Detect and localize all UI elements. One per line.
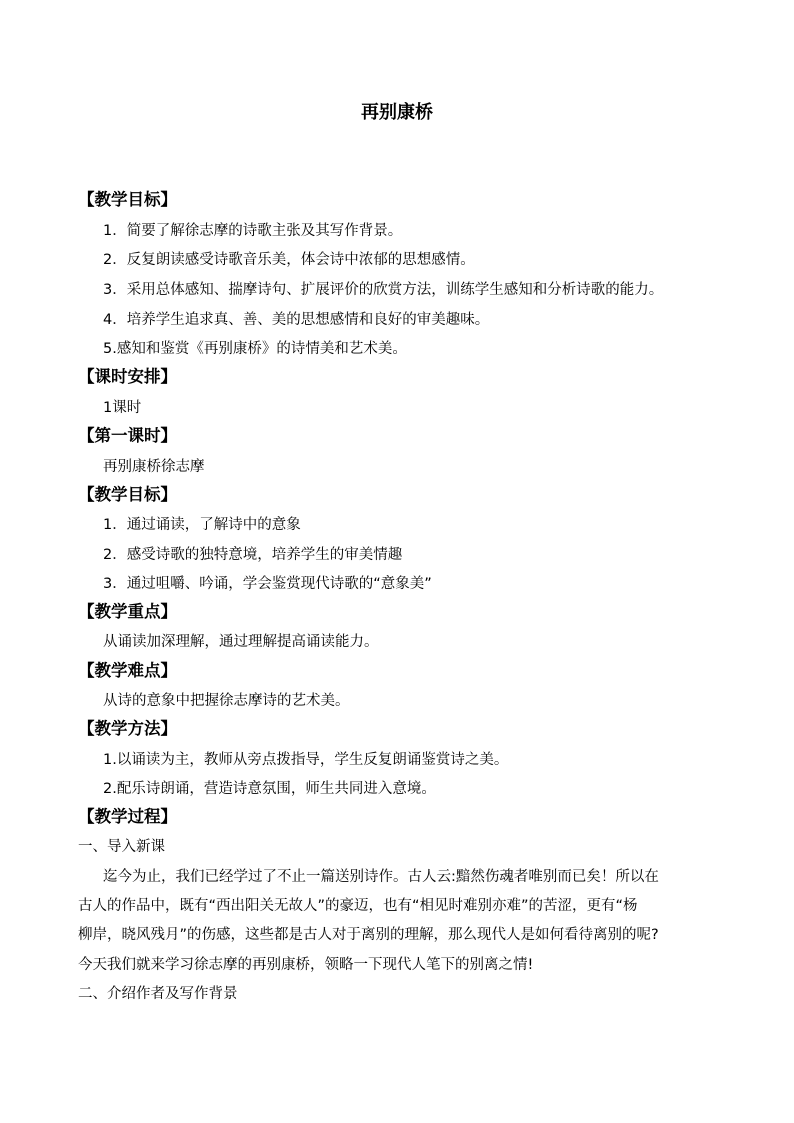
paragraph-line: 柳岸，晓风残月”的伤感，这些都是古人对于离别的理解，那么现代人是如何看待离别的呢? bbox=[78, 927, 659, 943]
method-item: 1.以诵读为主，教师从旁点拨指导，学生反复朗诵鉴赏诗之美。 bbox=[103, 752, 509, 768]
goal-item: 4．培养学生追求真、善、美的思想感情和良好的审美趣味。 bbox=[103, 312, 490, 328]
schedule-text: 1课时 bbox=[103, 400, 142, 416]
heading-teaching-goals: 【教学目标】 bbox=[78, 190, 177, 209]
goal-item: 1．简要了解徐志摩的诗歌主张及其写作背景。 bbox=[103, 223, 403, 239]
heading-teaching-difficulty: 【教学难点】 bbox=[78, 661, 177, 680]
goal-item: 5.感知和鉴赏《再别康桥》的诗情美和艺术美。 bbox=[103, 341, 407, 357]
heading-schedule: 【课时安排】 bbox=[78, 367, 177, 386]
heading-teaching-methods: 【教学方法】 bbox=[78, 719, 177, 738]
paragraph-line: 迄今为止，我们已经学过了不止一篇送别诗作。古人云:黯然伤魂者唯别而已矣！所以在 bbox=[103, 869, 659, 885]
process-step-title: 二、介绍作者及写作背景 bbox=[78, 986, 238, 1002]
lesson-one-text: 再别康桥徐志摩 bbox=[103, 459, 205, 475]
page-title: 再别康桥 bbox=[361, 102, 433, 123]
goal-item: 2．感受诗歌的独特意境，培养学生的审美情趣 bbox=[103, 547, 403, 563]
difficulty-text: 从诗的意象中把握徐志摩诗的艺术美。 bbox=[103, 693, 350, 709]
goal-item: 2．反复朗读感受诗歌音乐美，体会诗中浓郁的思想感情。 bbox=[103, 252, 475, 268]
goal-item: 1．通过诵读，了解诗中的意象 bbox=[103, 517, 301, 533]
paragraph-line: 古人的作品中，既有“西出阳关无故人”的豪迈，也有“相见时难别亦难”的苦涩，更有“杨 bbox=[78, 898, 638, 914]
method-item: 2.配乐诗朗诵，营造诗意氛围，师生共同进入意境。 bbox=[103, 781, 436, 797]
goal-item: 3．采用总体感知、揣摩诗句、扩展评价的欣赏方法，训练学生感知和分析诗歌的能力。 bbox=[103, 282, 664, 298]
heading-teaching-process: 【教学过程】 bbox=[78, 807, 177, 826]
focus-text: 从诵读加深理解，通过理解提高诵读能力。 bbox=[103, 634, 379, 650]
goal-item: 3．通过咀嚼、吟诵，学会鉴赏现代诗歌的“意象美” bbox=[103, 576, 432, 592]
heading-teaching-focus: 【教学重点】 bbox=[78, 602, 177, 621]
heading-teaching-goals-2: 【教学目标】 bbox=[78, 485, 177, 504]
paragraph-line: 今天我们就来学习徐志摩的再别康桥，领略一下现代人笔下的别离之情! bbox=[78, 957, 534, 973]
process-step-title: 一、导入新课 bbox=[78, 839, 165, 855]
heading-lesson-one: 【第一课时】 bbox=[78, 426, 177, 445]
